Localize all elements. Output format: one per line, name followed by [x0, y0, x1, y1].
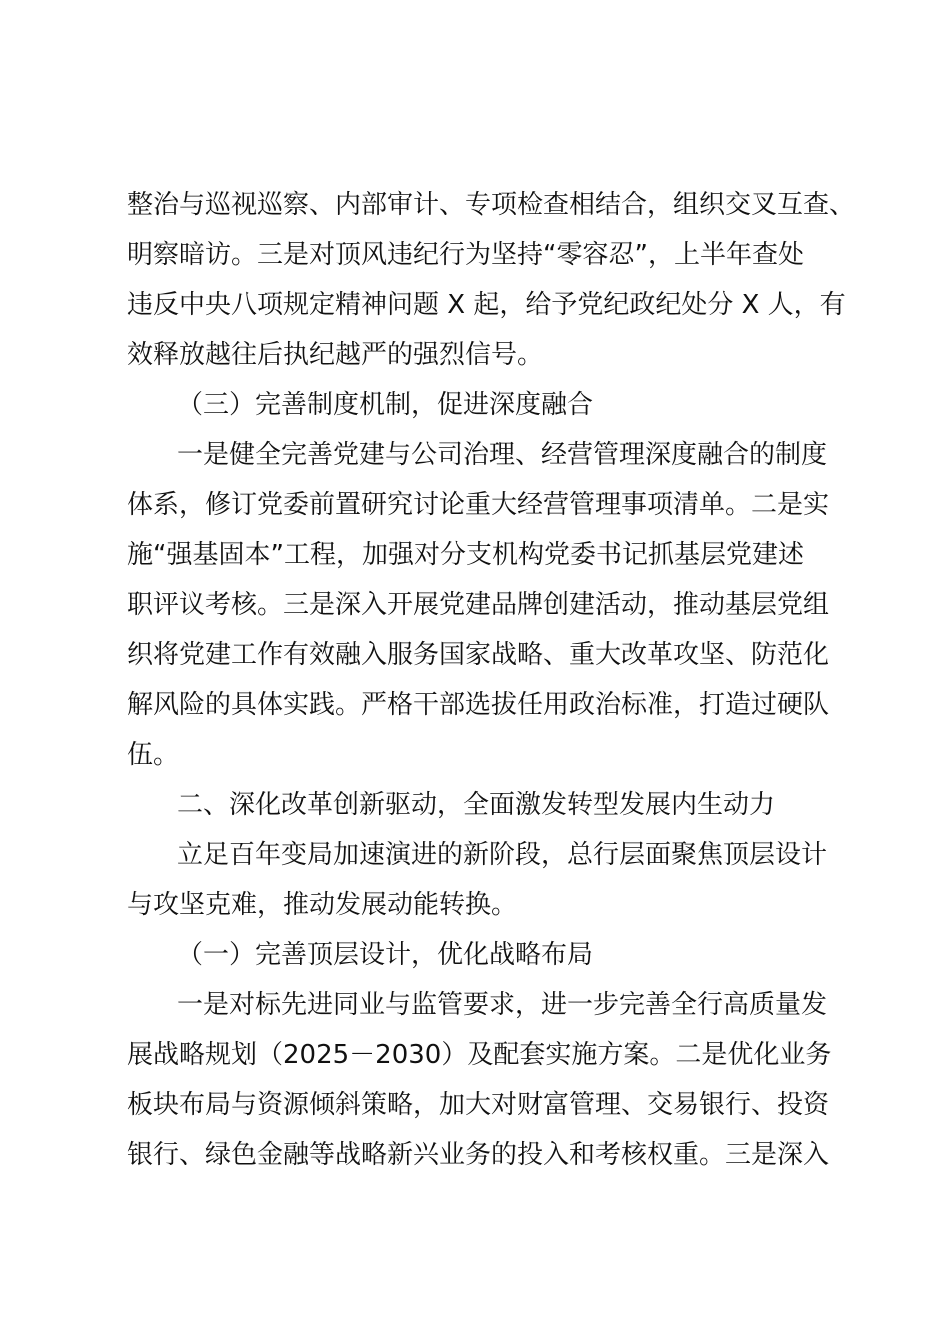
- body-text-line: 板块布局与资源倾斜策略，加大对财富管理、交易银行、投资: [127, 1090, 830, 1120]
- body-text-line: 施“强基固本”工程，加强对分支机构党委书记抓基层党建述: [127, 540, 804, 570]
- body-text-line: 解风险的具体实践。严格干部选拔任用政治标准，打造过硬队: [127, 690, 830, 720]
- body-text-line: 与攻坚克难，推动发展动能转换。: [127, 890, 518, 920]
- body-text-line: 效释放越往后执纪越严的强烈信号。: [127, 340, 544, 370]
- body-text-line: 体系，修订党委前置研究讨论重大经营管理事项清单。二是实: [127, 490, 830, 520]
- section-heading: （三）完善制度机制，促进深度融合: [177, 390, 594, 420]
- body-text-line: 织将党建工作有效融入服务国家战略、重大改革攻坚、防范化: [127, 640, 830, 670]
- body-text-line: 一是对标先进同业与监管要求，进一步完善全行高质量发: [177, 990, 828, 1020]
- chapter-heading: 二、深化改革创新驱动，全面激发转型发展内生动力: [177, 790, 776, 820]
- body-text-line: 伍。: [127, 740, 180, 770]
- body-text-line: 明察暗访。三是对顶风违纪行为坚持“零容忍”，上半年查处: [127, 240, 804, 270]
- body-text-line: 立足百年变局加速演进的新阶段，总行层面聚焦顶层设计: [177, 840, 828, 870]
- body-text-line: 银行、绿色金融等战略新兴业务的投入和考核权重。三是深入: [127, 1140, 830, 1170]
- section-heading: （一）完善顶层设计，优化战略布局: [177, 940, 594, 970]
- body-text-line: 一是健全完善党建与公司治理、经营管理深度融合的制度: [177, 440, 828, 470]
- body-text-line: 展战略规划（2025－2030）及配套实施方案。二是优化业务: [127, 1040, 832, 1070]
- body-text-line: 整治与巡视巡察、内部审计、专项检查相结合，组织交叉互查、: [127, 190, 856, 220]
- body-text-line: 职评议考核。三是深入开展党建品牌创建活动，推动基层党组: [127, 590, 830, 620]
- body-text-line: 违反中央八项规定精神问题 X 起，给予党纪政纪处分 X 人，有: [127, 290, 846, 320]
